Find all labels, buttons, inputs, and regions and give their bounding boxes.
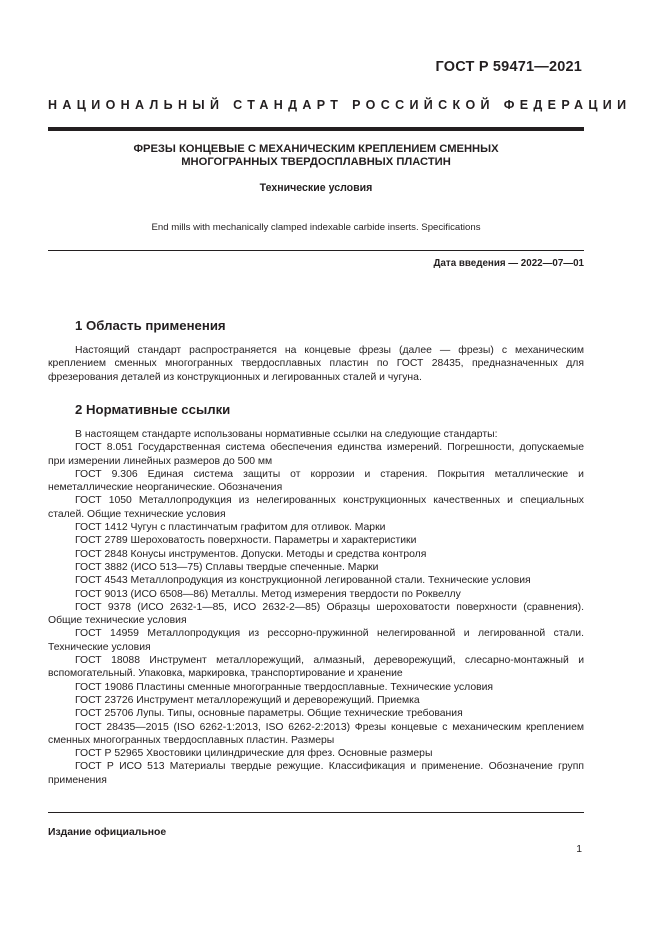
reference-item: ГОСТ 14959 Металлопродукция из рессорно-пружинной нелегированной и легированной стали. Технические условия bbox=[48, 628, 584, 653]
header-divider bbox=[48, 127, 584, 131]
reference-item: ГОСТ 3882 (ИСО 513—75) Сплавы твердые спеченные. Марки bbox=[75, 561, 379, 573]
reference-item: ГОСТ 9.306 Единая система защиты от коррозии и старения. Покрытия металлические и неметаллические неорганические. Обозначения bbox=[48, 468, 584, 494]
reference-item: ГОСТ 28435—2015 (ISO 6262-1:2013, ISO 6262-2:2013) Фрезы концевые с механическим креплением сменных многогранных твердосплавных пластин. Размеры bbox=[48, 721, 584, 746]
reference-item: ГОСТ 19086 Пластины сменные многогранные твердосплавные. Технические условия bbox=[75, 681, 494, 693]
reference-item: ГОСТ Р 52965 Хвостовики цилиндрические для фрез. Основные размеры bbox=[75, 748, 433, 760]
reference-item: ГОСТ 23726 Инструмент металлорежущий и дереворежущий. Приемка bbox=[75, 694, 420, 706]
reference-item: ГОСТ 9378 (ИСО 2632-1—85, ИСО 2632-2—85) Образцы шероховатости поверхности (сравнения). Общие технические условия bbox=[48, 601, 584, 627]
reference-item: ГОСТ 9013 (ИСО 6508—86) Металлы. Метод измерения твердости по Роквеллу bbox=[75, 588, 461, 600]
reference-item: ГОСТ 2848 Конусы инструментов. Допуски. Методы и средства контроля bbox=[75, 548, 427, 560]
section-2-heading: 2 Нормативные ссылки bbox=[75, 402, 231, 417]
reference-item: ГОСТ 18088 Инструмент металлорежущий, алмазный, дереворежущий, слесарно-монтажный и вспомогательный. Упаковка, маркировка, транспортирование и хранение bbox=[48, 655, 584, 680]
paragraph: Настоящий стандарт распространяется на концевые фрезы (далее — фрезы) с механическим креплением сменных многогранных твердосплавных пластин по ГОСТ 28435, предназначенных для фрезерования деталей из конструкционных и легированных сталей и чугуна. bbox=[48, 345, 584, 383]
title-line-2: МНОГОГРАННЫХ ТВЕРДОСПЛАВНЫХ ПЛАСТИН bbox=[181, 156, 451, 168]
reference-item: ГОСТ Р ИСО 513 Материалы твердые режущие. Классификация и применение. Обозначение групп применения bbox=[48, 761, 584, 786]
reference-item: ГОСТ 4543 Металлопродукция из конструкционной легированной стали. Технические условия bbox=[75, 575, 531, 587]
reference-item: ГОСТ 1412 Чугун с пластинчатым графитом для отливок. Марки bbox=[75, 522, 386, 534]
document-title bbox=[48, 143, 584, 169]
standard-code: ГОСТ Р 59471—2021 bbox=[435, 59, 582, 75]
section-2-body bbox=[48, 428, 584, 787]
document-subtitle: Технические условия bbox=[259, 182, 373, 194]
section-1-heading: 1 Область применения bbox=[75, 318, 226, 333]
reference-item: ГОСТ 8.051 Государственная система обеспечения единства измерений. Погрешности, допускаемые при измерении линейных размеров до 500 мм bbox=[48, 442, 584, 467]
reference-item: ГОСТ 25706 Лупы. Типы, основные параметры. Общие технические требования bbox=[75, 708, 463, 720]
page-number: 1 bbox=[576, 844, 582, 855]
paragraph: В настоящем стандарте использованы нормативные ссылки на следующие стандарты: bbox=[75, 429, 498, 440]
reference-item: ГОСТ 2789 Шероховатость поверхности. Параметры и характеристики bbox=[75, 535, 417, 547]
reference-item: ГОСТ 1050 Металлопродукция из нелегированных конструкционных качественных и специальных сталей. Общие технические условия bbox=[48, 495, 584, 520]
footer-divider bbox=[48, 812, 584, 813]
introduction-date: Дата введения — 2022—07—01 bbox=[433, 258, 584, 269]
title-divider bbox=[48, 250, 584, 251]
title-line-1: ФРЕЗЫ КОНЦЕВЫЕ С МЕХАНИЧЕСКИМ КРЕПЛЕНИЕМ СМЕННЫХ bbox=[133, 143, 499, 155]
national-standard-banner: НАЦИОНАЛЬНЫЙ СТАНДАРТ РОССИЙСКОЙ ФЕДЕРАЦИИ bbox=[48, 98, 632, 112]
section-1-body bbox=[48, 344, 584, 384]
official-edition-label: Издание официальное bbox=[48, 827, 167, 838]
english-title: End mills with mechanically clamped indexable carbide inserts. Specifications bbox=[151, 222, 481, 233]
